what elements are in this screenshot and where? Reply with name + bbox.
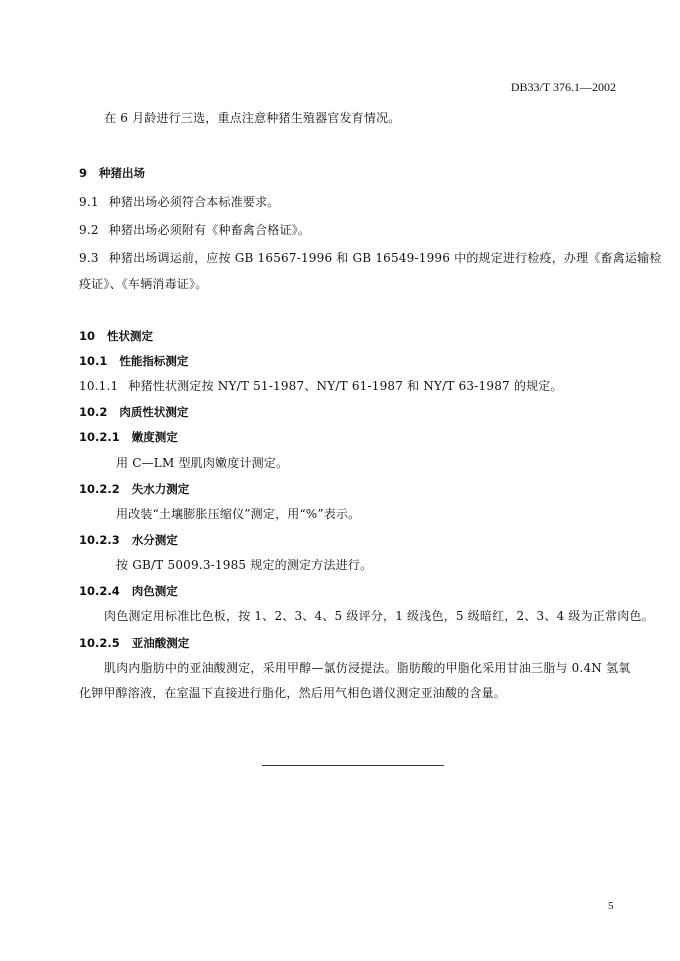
- clause-10-2-2-text: 用改装“土壤膨胀压缩仪”测定，用“%”表示。: [116, 507, 361, 521]
- clause-10-2-4-heading: [79, 583, 178, 599]
- clause-9-3-continuation: 疫证》、《车辆消毒证》。: [79, 277, 208, 291]
- clause-number: 10.2.4: [79, 584, 120, 598]
- clause-text: 种猪出场调运前，应按 GB 16567-1996 和 GB 16549-1996 中的规定进行检疫，办理《畜禽运输检: [108, 251, 662, 265]
- section-title: 性状测定: [107, 329, 154, 343]
- clause-10-1-1: [79, 378, 563, 394]
- clause-title: 水分测定: [131, 533, 178, 547]
- clause-text: 种猪性状测定按 NY/T 51-1987、NY/T 61-1987 和 NY/T 63-1987 的规定。: [128, 379, 563, 393]
- clause-number: 10.2: [79, 405, 108, 419]
- clause-title: 肉质性状测定: [119, 405, 189, 419]
- clause-number: 9.3: [79, 251, 99, 265]
- clause-10-2-5-heading: [79, 635, 189, 651]
- clause-10-2-2-heading: [79, 481, 189, 497]
- intro-line: 在 6 月龄进行三选，重点注意种猪生殖器官发育情况。: [104, 111, 401, 125]
- clause-title: 性能指标测定: [119, 354, 189, 368]
- clause-number: 10.2.3: [79, 533, 120, 547]
- clause-10-2-3-text: 按 GB/T 5009.3-1985 规定的测定方法进行。: [116, 558, 373, 572]
- clause-10-2-1-text: 用 C—LM 型肌肉嫩度计测定。: [116, 456, 289, 470]
- section-number: 9: [79, 166, 88, 180]
- clause-10-2-1-heading: [79, 429, 178, 445]
- clause-10-1-heading: [79, 353, 188, 369]
- clause-number: 10.2.2: [79, 482, 120, 496]
- clause-number: 10.1.1: [79, 379, 119, 393]
- clause-10-2-heading: [79, 404, 188, 420]
- clause-number: 10.2.1: [79, 430, 120, 444]
- clause-number: 9.2: [79, 223, 99, 237]
- page-number: 5: [608, 900, 614, 912]
- clause-number: 10.2.5: [79, 636, 120, 650]
- section-9-heading: [79, 165, 145, 181]
- clause-title: 嫩度测定: [131, 430, 178, 444]
- clause-9-1: [79, 194, 280, 210]
- clause-title: 肉色测定: [131, 584, 178, 598]
- clause-number: 9.1: [79, 195, 99, 209]
- clause-9-3: [79, 250, 662, 266]
- end-of-document-rule: [262, 765, 444, 766]
- document-code: DB33/T 376.1—2002: [510, 80, 616, 94]
- clause-10-2-5-text: 肌肉内脂肪中的亚油酸测定，采用甲醇—氯仿浸提法。脂肪酸的甲脂化采用甘油三脂与 0.4N 氢氧: [104, 661, 631, 675]
- clause-title: 失水力测定: [131, 482, 190, 496]
- section-number: 10: [79, 329, 96, 343]
- clause-10-2-5-continuation: 化钾甲醇溶液，在室温下直接进行脂化，然后用气相色谱仪测定亚油酸的含量。: [79, 686, 507, 700]
- clause-10-2-4-text: 肉色测定用标准比色板，按 1、2、3、4、5 级评分，1 级浅色，5 级暗红，2、3、4 级为正常肉色。: [104, 609, 654, 623]
- clause-number: 10.1: [79, 354, 108, 368]
- clause-text: 种猪出场必须附有《种畜禽合格证》。: [108, 223, 311, 237]
- clause-title: 亚油酸测定: [131, 636, 190, 650]
- clause-10-2-3-heading: [79, 532, 178, 548]
- clause-9-2: [79, 222, 310, 238]
- section-title: 种猪出场: [99, 166, 146, 180]
- clause-text: 种猪出场必须符合本标准要求。: [108, 195, 280, 209]
- section-10-heading: [79, 328, 153, 344]
